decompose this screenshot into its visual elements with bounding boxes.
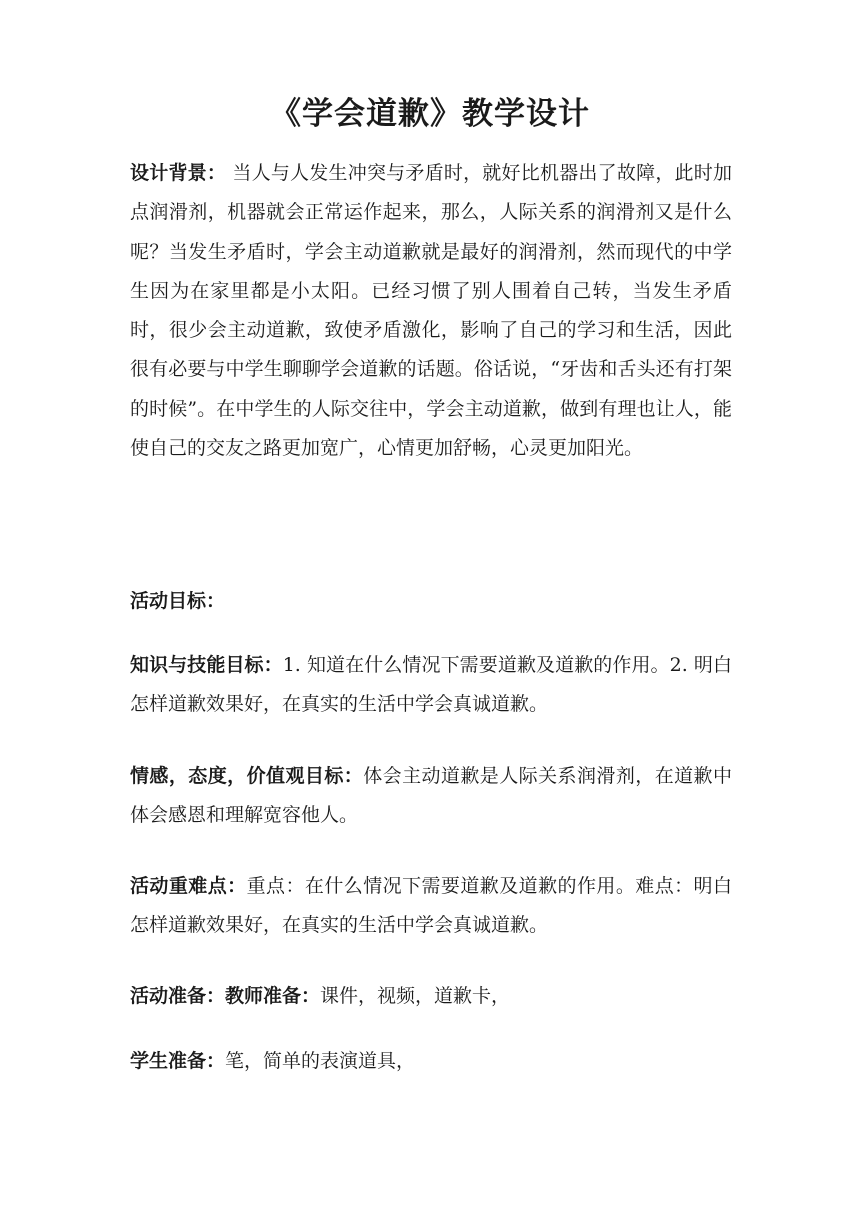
student-preparation-paragraph	[130, 1042, 732, 1081]
design-background-label: 设计背景：	[130, 162, 227, 184]
activity-preparation-paragraph	[130, 977, 732, 1016]
key-difficult-points-text: 重点：在什么情况下需要道歉及道歉的作用。难点：明白怎样道歉效果好，在真实的生活中学会真诚道歉。	[130, 875, 732, 937]
key-difficult-points-paragraph	[130, 867, 732, 946]
knowledge-skill-goal-label: 知识与技能目标：	[130, 654, 283, 676]
activity-goals-label: 活动目标：	[130, 590, 226, 612]
activity-preparation-label: 活动准备：	[130, 985, 226, 1007]
activity-goals-heading	[130, 582, 732, 621]
teacher-preparation-text: 课件，视频，道歉卡，	[320, 985, 511, 1007]
design-background-text: 当人与人发生冲突与矛盾时，就好比机器出了故障，此时加点润滑剂，机器就会正常运作起来，那么，人际关系的润滑剂又是什么呢？当发生矛盾时，学会主动道歉就是最好的润滑剂，然而现代的中学生因为在家里都是小太阳。已经习惯了别人围着自己转，当发生矛盾时，很少会主动道歉，致使矛盾激化，影响了自己的学习和生活，因此很有必要与中学生聊聊学会道歉的话题。俗话说，“牙齿和舌头还有打架的时候”。在中学生的人际交往中，学会主动道歉，做到有理也让人，能使自己的交友之路更加宽广，心情更加舒畅，心灵更加阳光。	[130, 162, 732, 460]
emotion-attitude-value-goal-paragraph	[130, 757, 732, 836]
knowledge-skill-goal-paragraph	[130, 646, 732, 725]
key-difficult-points-label: 活动重难点：	[130, 875, 247, 897]
teacher-preparation-label: 教师准备：	[225, 985, 321, 1007]
design-background-paragraph	[130, 154, 732, 468]
emotion-attitude-value-goal-text: 体会主动道歉是人际关系润滑剂，在道歉中体会感恩和理解宽容他人。	[130, 765, 732, 827]
student-preparation-text: 笔，简单的表演道具，	[225, 1050, 416, 1072]
knowledge-skill-goal-text: 1. 知道在什么情况下需要道歉及道歉的作用。2. 明白怎样道歉效果好，在真实的生活中学会真诚道歉。	[130, 654, 732, 716]
document-title: 《学会道歉》教学设计	[270, 96, 590, 132]
emotion-attitude-value-goal-label: 情感，态度，价值观目标：	[130, 765, 364, 787]
student-preparation-label: 学生准备：	[130, 1050, 226, 1072]
